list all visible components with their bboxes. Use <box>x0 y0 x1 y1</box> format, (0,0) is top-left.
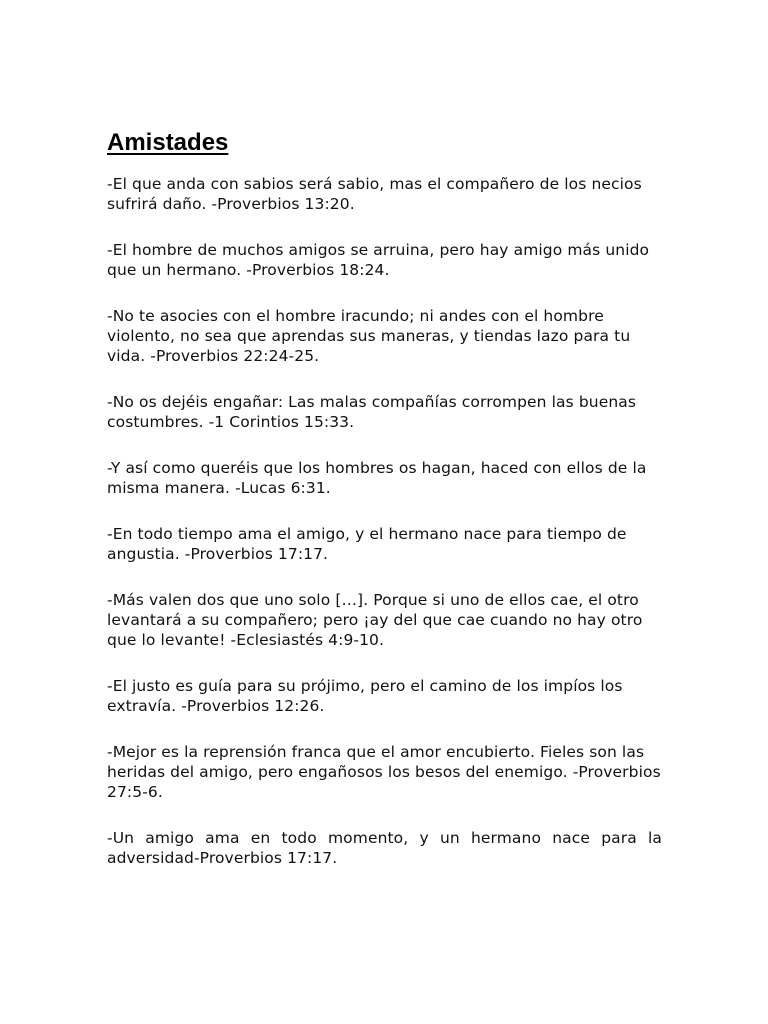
document-page <box>107 128 662 894</box>
verse-paragraph: -El hombre de muchos amigos se arruina, pero hay amigo más unido que un hermano. -Proverbios 18:24. <box>107 241 650 279</box>
verse-paragraph: -Mejor es la reprensión franca que el amor encubierto. Fieles son las heridas del amigo, pero engañosos los besos del enemigo. -Proverbios 27:5-6. <box>107 743 661 801</box>
verse-paragraph: -El que anda con sabios será sabio, mas el compañero de los necios sufrirá daño. -Proverbios 13:20. <box>107 175 642 213</box>
verse-paragraph: -Más valen dos que uno solo […]. Porque si uno de ellos cae, el otro levantará a su compañero; pero ¡ay del que cae cuando no hay otro que lo levante! -Eclesiastés 4:9-10. <box>107 591 643 649</box>
verse-paragraph: -El justo es guía para su prójimo, pero el camino de los impíos los extravía. -Proverbios 12:26. <box>107 677 623 715</box>
verse-paragraph: -No te asocies con el hombre iracundo; ni andes con el hombre violento, no sea que aprendas sus maneras, y tiendas lazo para tu vida. -Proverbios 22:24-25. <box>107 307 631 365</box>
document-title: Amistades <box>107 129 229 156</box>
verse-paragraph: -No os dejéis engañar: Las malas compañías corrompen las buenas costumbres. -1 Corintios 15:33. <box>107 393 637 431</box>
verse-paragraph: -Un amigo ama en todo momento, y un hermano nace para la adversidad-Proverbios 17:17. <box>107 829 662 867</box>
verse-paragraph: -En todo tiempo ama el amigo, y el hermano nace para tiempo de angustia. -Proverbios 17:17. <box>107 525 627 563</box>
verse-paragraph: -Y así como queréis que los hombres os hagan, haced con ellos de la misma manera. -Lucas 6:31. <box>107 459 647 497</box>
